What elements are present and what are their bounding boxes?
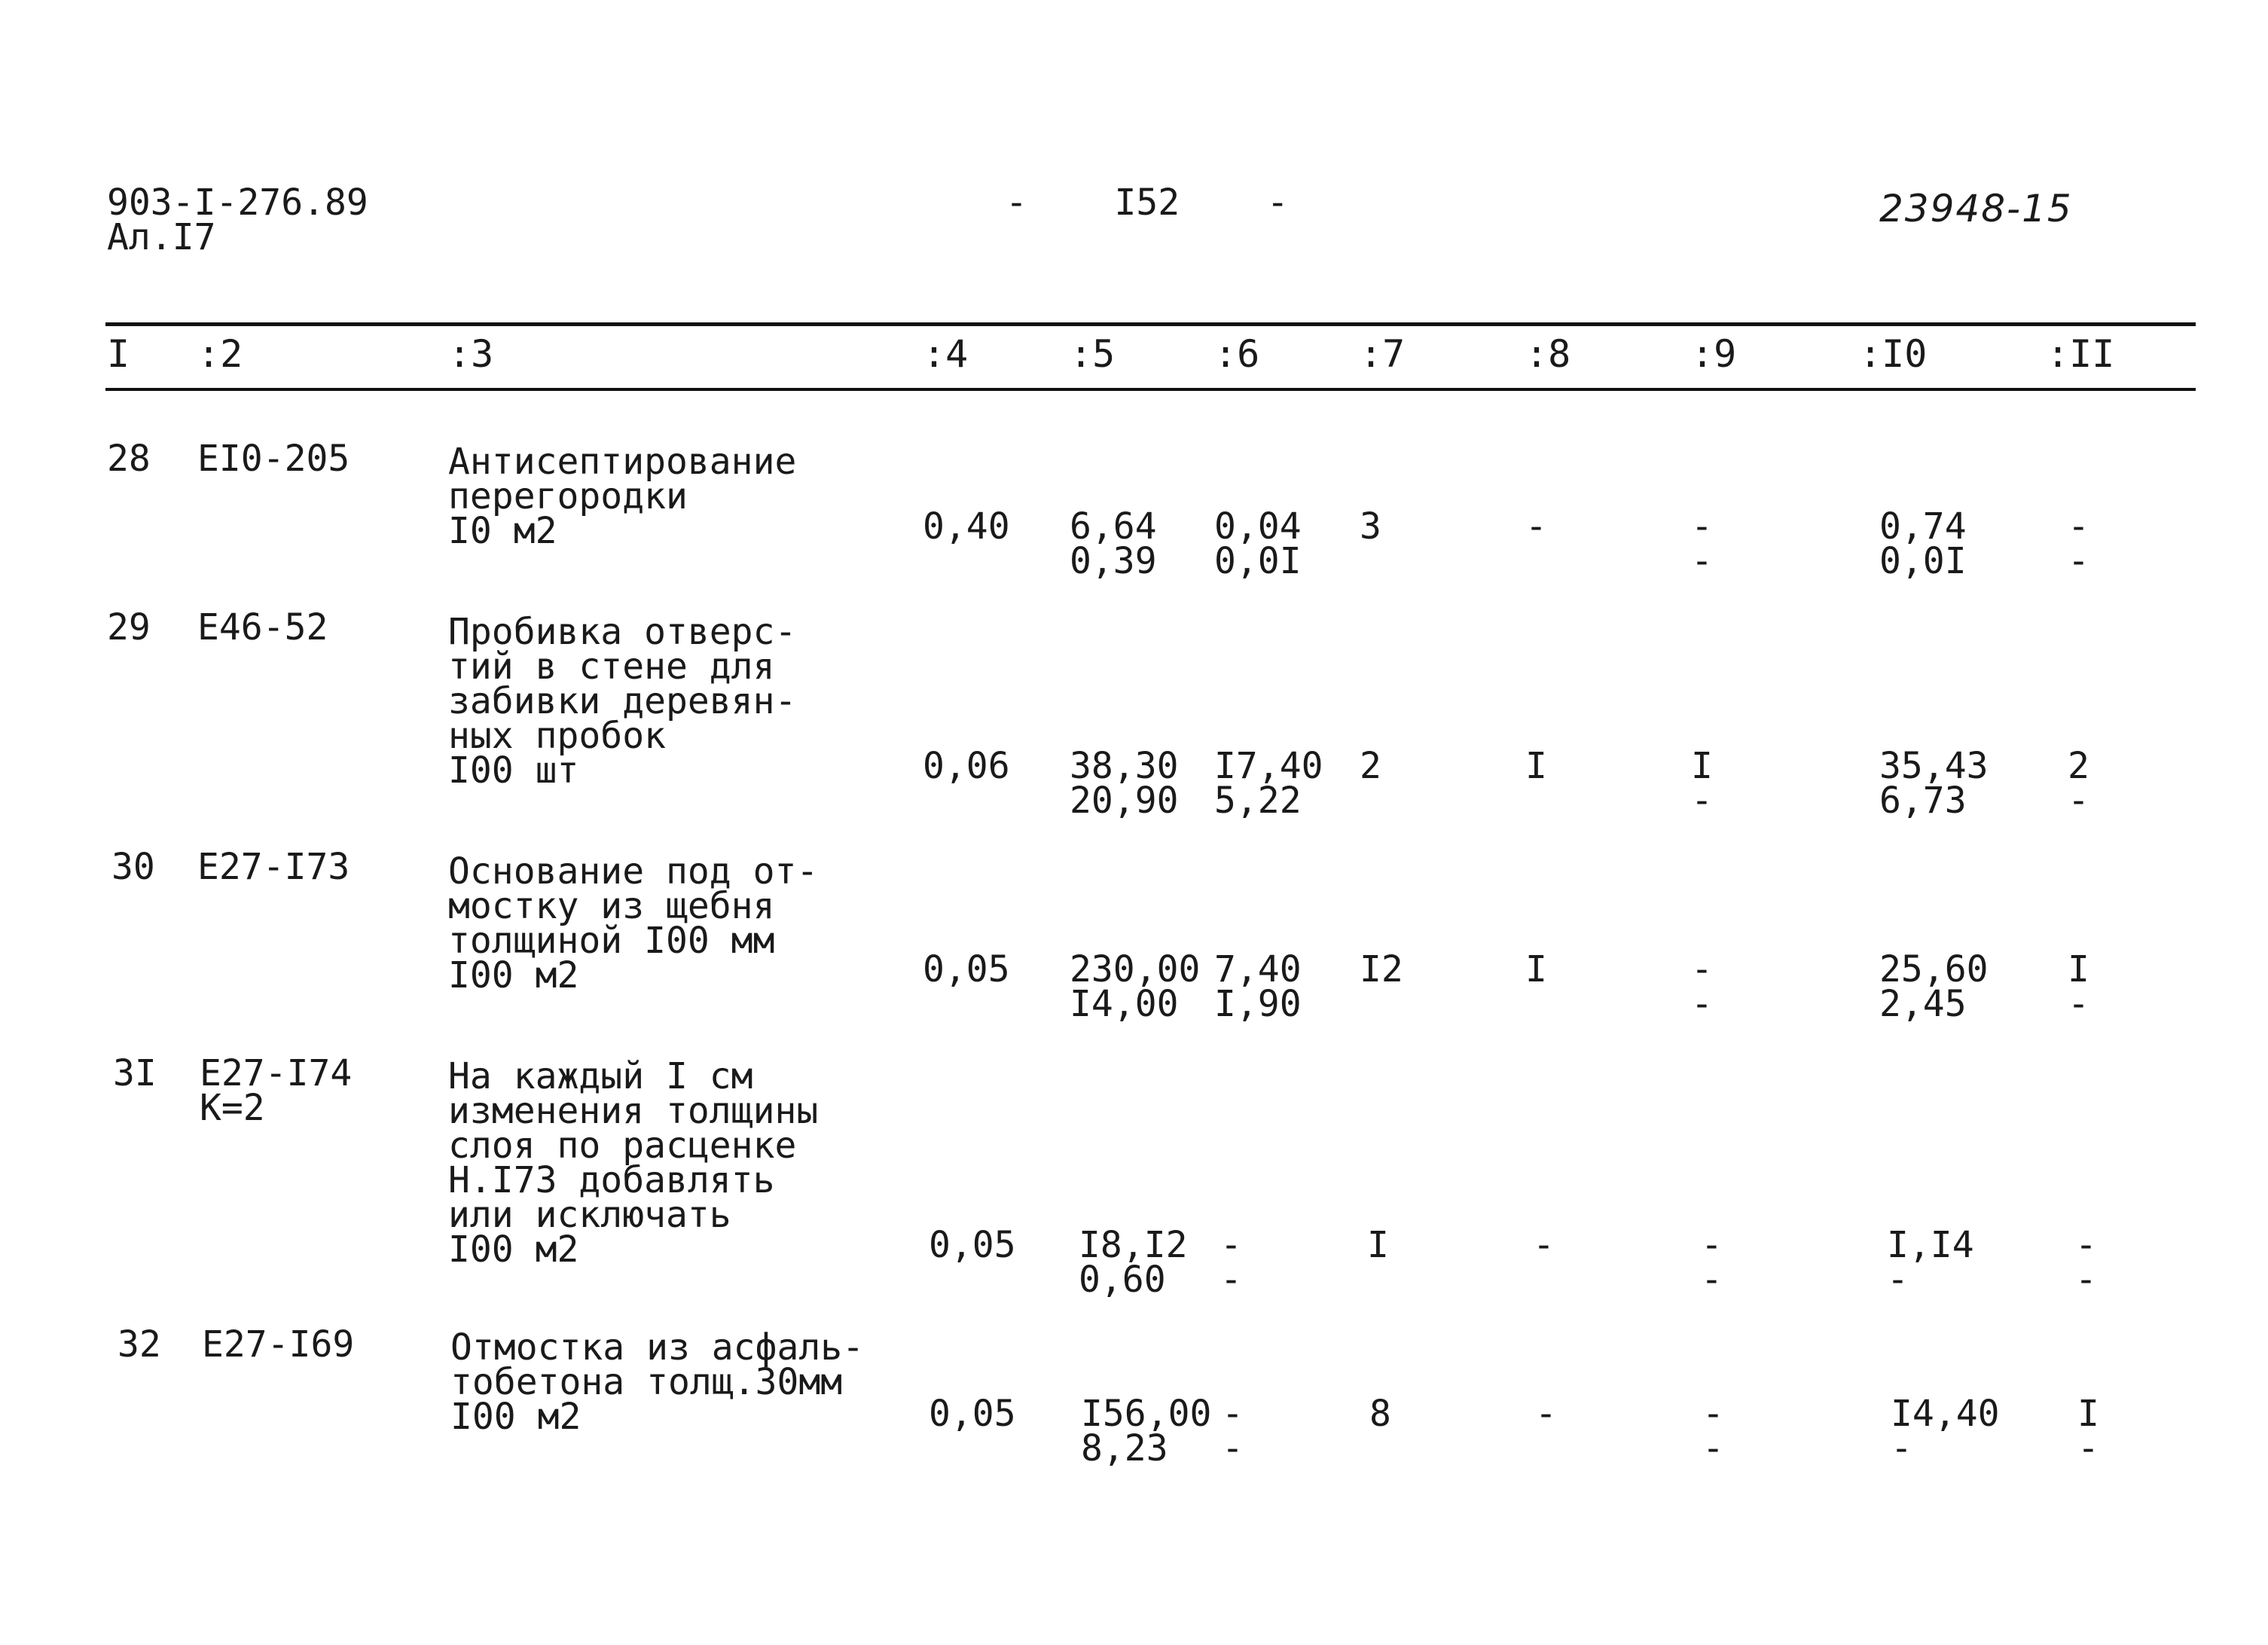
col5-values: 38,30 20,90: [1070, 745, 1179, 822]
col5-values: I8,I2 0,60: [1079, 1224, 1188, 1301]
document-code: 903-I-276.89: [107, 182, 368, 224]
sheet-label: Ал.I7: [107, 216, 216, 258]
table-top-rule: [105, 322, 2196, 326]
col6-values: - -: [1222, 1393, 1244, 1470]
handwritten-stamp: 23948-15: [1879, 187, 2073, 230]
col8-value: -: [1535, 1393, 1557, 1435]
col9-values: - -: [1691, 505, 1713, 582]
quantity-value: 0,05: [923, 948, 1010, 990]
column-header: :4: [923, 332, 969, 376]
rate-code: EI0-205: [197, 438, 350, 480]
col11-values: I -: [2068, 948, 2089, 1025]
col6-values: - -: [1220, 1224, 1242, 1301]
row-number: 29: [107, 606, 151, 649]
col11-values: I -: [2077, 1393, 2099, 1470]
work-description: Отмостка из асфаль- тобетона толщ.30мм I00 м2: [450, 1326, 865, 1438]
row-number: 3I: [113, 1052, 157, 1094]
column-header: I: [107, 332, 130, 376]
col6-values: 0,04 0,0I: [1214, 505, 1302, 582]
col6-values: I7,40 5,22: [1214, 745, 1323, 822]
column-header: :I0: [1859, 332, 1928, 376]
rate-code: E27-I74 K=2: [200, 1052, 353, 1129]
work-description: На каждый I см изменения толщины слоя по расценке Н.I73 добавлять или исключать I00 м2: [448, 1055, 819, 1271]
col9-values: - -: [1702, 1393, 1724, 1470]
quantity-value: 0,06: [923, 745, 1010, 787]
quantity-value: 0,40: [923, 505, 1010, 548]
col7-value: 2: [1360, 745, 1381, 787]
col11-values: - -: [2075, 1224, 2097, 1301]
column-header: :2: [197, 332, 243, 376]
column-header: :3: [448, 332, 494, 376]
rate-code: E27-I73: [197, 846, 350, 888]
col8-value: -: [1525, 505, 1547, 548]
col10-values: I4,40 -: [1891, 1393, 2000, 1470]
col10-values: 35,43 6,73: [1879, 745, 1989, 822]
col8-value: I: [1525, 948, 1547, 990]
work-description: Пробивка отверс- тий в стене для забивки деревян- ных пробок I00 шт: [448, 611, 797, 792]
col10-values: 0,74 0,0I: [1879, 505, 1967, 582]
col7-value: I2: [1360, 948, 1403, 990]
col11-values: - -: [2068, 505, 2089, 582]
column-header: :6: [1214, 332, 1260, 376]
col7-value: 8: [1369, 1393, 1391, 1435]
column-header: :9: [1691, 332, 1737, 376]
work-description: Антисептирование перегородки I0 м2: [448, 441, 797, 552]
col9-values: - -: [1691, 948, 1713, 1025]
table-header-rule: [105, 388, 2196, 391]
col5-values: I56,00 8,23: [1081, 1393, 1212, 1470]
col10-values: I,I4 -: [1887, 1224, 1974, 1301]
column-header: :II: [2047, 332, 2115, 376]
col9-values: - -: [1701, 1224, 1723, 1301]
rate-code: E27-I69: [202, 1323, 355, 1366]
col7-value: I: [1367, 1224, 1389, 1266]
rate-code: E46-52: [197, 606, 328, 649]
col8-value: -: [1533, 1224, 1555, 1266]
col8-value: I: [1525, 745, 1547, 787]
row-number: 32: [118, 1323, 161, 1366]
work-description: Основание под от- мостку из щебня толщиной I00 мм I00 м2: [448, 850, 819, 996]
page-number: - I52 -: [1006, 182, 1289, 224]
column-header: :8: [1525, 332, 1571, 376]
quantity-value: 0,05: [929, 1393, 1016, 1435]
quantity-value: 0,05: [929, 1224, 1016, 1266]
col6-values: 7,40 I,90: [1214, 948, 1302, 1025]
col10-values: 25,60 2,45: [1879, 948, 1989, 1025]
column-header: :5: [1070, 332, 1116, 376]
row-number: 30: [111, 846, 155, 888]
col11-values: 2 -: [2068, 745, 2089, 822]
col5-values: 6,64 0,39: [1070, 505, 1157, 582]
column-header: :7: [1360, 332, 1406, 376]
col7-value: 3: [1360, 505, 1381, 548]
row-number: 28: [107, 438, 151, 480]
col5-values: 230,00 I4,00: [1070, 948, 1201, 1025]
col9-values: I -: [1691, 745, 1713, 822]
